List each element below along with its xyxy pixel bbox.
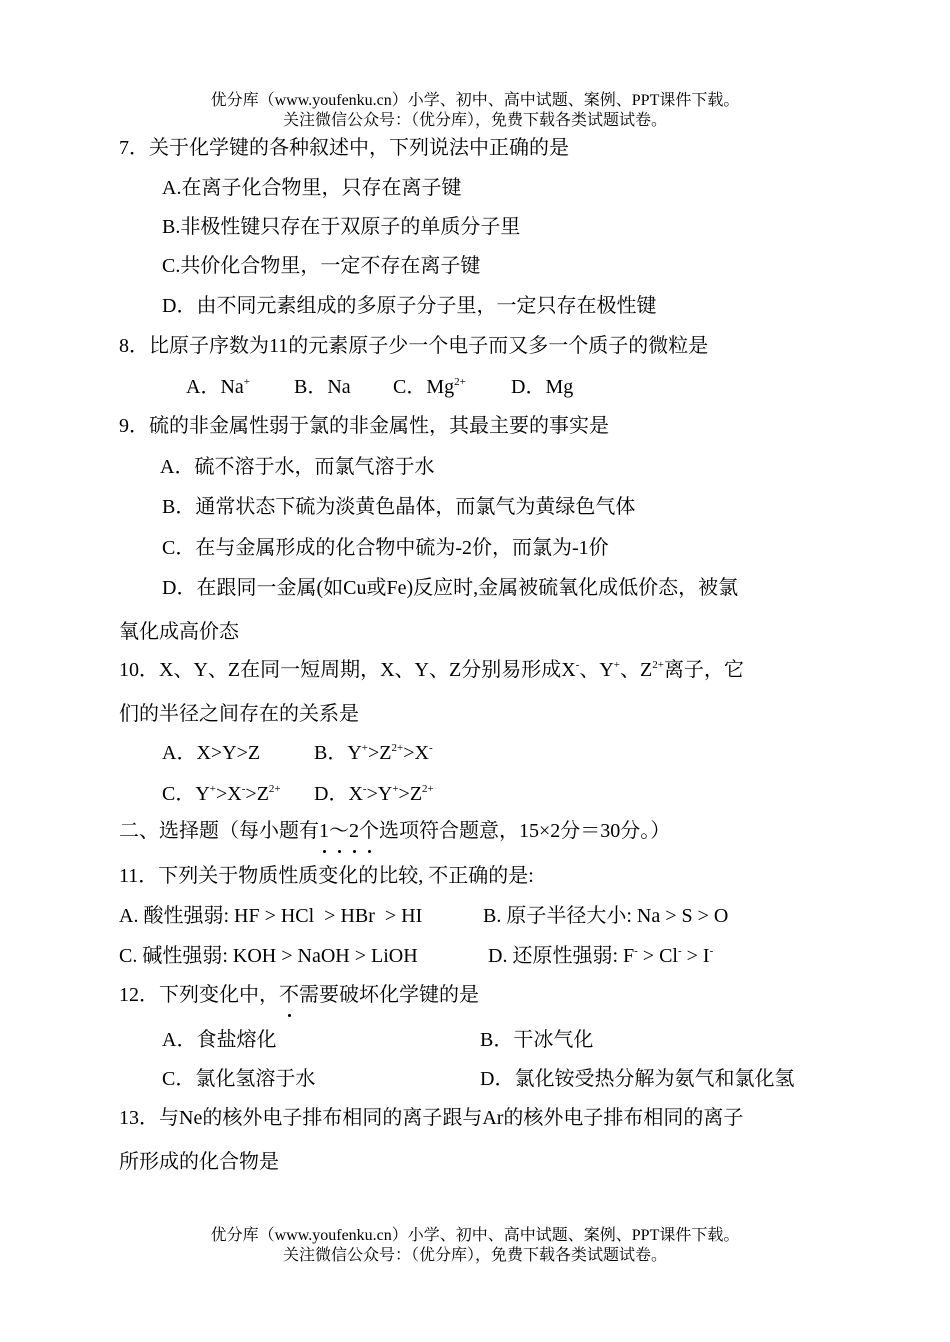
q10-option-c: C．$Y^+>X^->Z^{2+}$	[162, 783, 281, 805]
emphasis-dot: 1	[319, 820, 329, 842]
q8-option-d: D．Mg	[511, 376, 574, 398]
q7-option-a: A.在离子化合物里，只存在离子键	[162, 177, 462, 199]
footer-line-1: 优分库（www.youfenku.cn）小学、初中、高中试题、案例、PPT课件下载。	[210, 1227, 740, 1244]
q9-option-b: B．通常状态下硫为淡黄色晶体，而氯气为黄绿色气体	[162, 496, 636, 518]
footer-line-2: 关注微信公众号：（优分库），免费下载各类试题试卷。	[282, 1247, 667, 1264]
q7-stem: 7．关于化学键的各种叙述中，下列说法中正确的是	[119, 137, 569, 159]
q12-option-a: A．食盐熔化	[162, 1029, 277, 1051]
q12-option-d: D．氯化铵受热分解为氨气和氯化氢	[480, 1068, 795, 1090]
q9-option-c: C．在与金属形成的化合物中硫为-2价，而氯为-1价	[162, 537, 609, 559]
q10-option-d: D．$X^->Y^+>Z^{2+}$	[314, 783, 434, 805]
emphasis-dot: 个	[359, 820, 379, 842]
q9-option-d-line-1: D．在跟同一金属(如Cu或Fe)反应时,金属被硫氧化成低价态，被氯	[162, 577, 739, 599]
q8-option-a: A．Na+	[186, 376, 250, 398]
q8-stem: 8．比原子序数为11的元素原子少一个电子而又多一个质子的微粒是	[119, 335, 709, 357]
emphasis-dot: 2	[349, 820, 359, 842]
q11-stem: 11．下列关于物质性质变化的比较, 不正确的是:	[119, 865, 534, 887]
q10-option-b: B．$Y^+>Z^{2+}>X^-$	[314, 742, 433, 764]
header-line-1: 优分库（www.youfenku.cn）小学、初中、高中试题、案例、PPT课件下载。	[210, 92, 740, 109]
header-line-2: 关注微信公众号：（优分库），免费下载各类试题试卷。	[282, 112, 667, 129]
q8-option-c: C．$Mg^{2+}$	[393, 376, 466, 398]
q12-option-c: C．氯化氢溶于水	[162, 1068, 316, 1090]
emphasis-dot: 不	[279, 984, 299, 1006]
emphasis-dot: ～	[329, 820, 349, 842]
q11-option-d: D. 还原性强弱: F- > Cl- > I-	[488, 945, 714, 967]
q12-stem: 12．下列变化中，不需要破坏化学键的是	[119, 984, 479, 1006]
q9-option-a: A．硫不溶于水，而氯气溶于水	[160, 456, 435, 478]
q11-option-b: B. 原子半径大小: Na > S > O	[483, 905, 729, 927]
section-2-heading: 二、选择题（每小题有1～2个选项符合题意，15×2分＝30分。）	[119, 820, 671, 842]
q10-stem-line-1: 10．X、Y、Z在同一短周期，X、Y、Z分别易形成X-、Y+、$Z^{2+}$离子，它	[119, 659, 744, 681]
q9-option-d-line-2: 氧化成高价态	[119, 621, 239, 643]
q12-option-b: B．干冰气化	[480, 1029, 594, 1051]
q11-option-c: C. 碱性强弱: KOH > NaOH > LiOH	[119, 945, 418, 967]
q11-option-a: A. 酸性强弱: HF > HCl > HBr > HI	[119, 905, 423, 927]
q7-option-c: C.共价化合物里，一定不存在离子键	[162, 255, 481, 277]
q10-option-a: A．X>Y>Z	[162, 742, 261, 764]
q7-option-b: B.非极性键只存在于双原子的单质分子里	[162, 216, 521, 238]
q13-stem-line-2: 所形成的化合物是	[119, 1151, 279, 1173]
q7-option-d: D．由不同元素组成的多原子分子里，一定只存在极性键	[162, 295, 657, 317]
q13-stem-line-1: 13．与Ne的核外电子排布相同的离子跟与Ar的核外电子排布相同的离子	[119, 1107, 744, 1129]
q9-stem: 9．硫的非金属性弱于氯的非金属性，其最主要的事实是	[119, 415, 609, 437]
q10-stem-line-2: 们的半径之间存在的关系是	[119, 703, 359, 725]
q8-option-b: B．Na	[294, 376, 351, 398]
